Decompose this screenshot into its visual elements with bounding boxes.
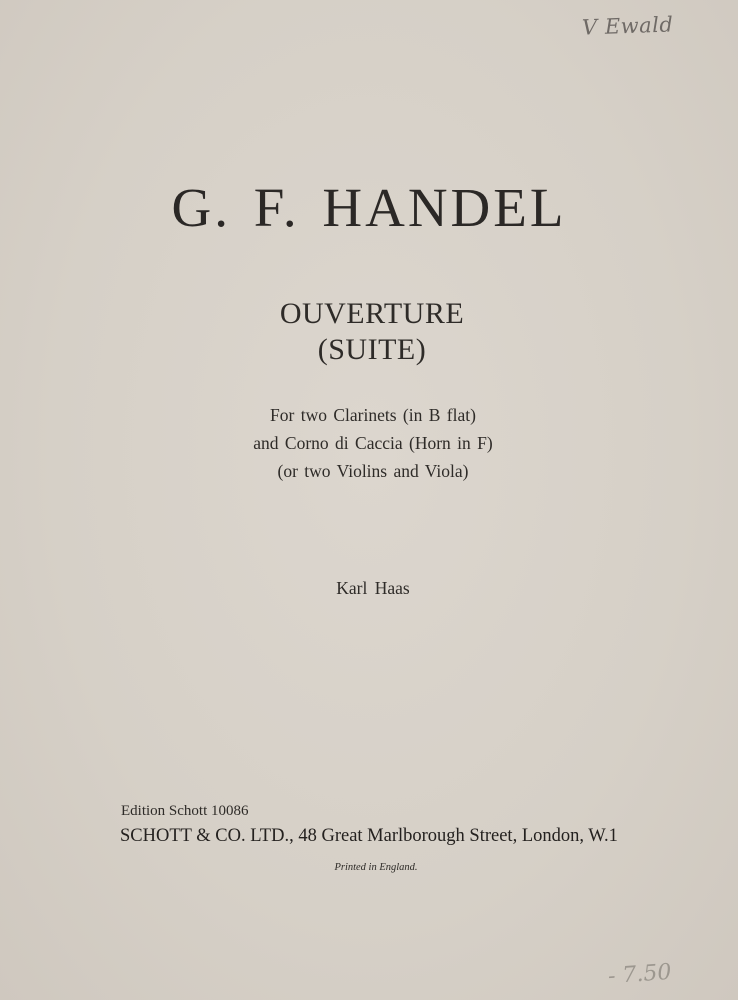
work-title [0,296,738,368]
work-title-line: OUVERTURE [279,297,465,330]
instrumentation-line: (or two Violins and Viola) [277,461,469,481]
composer-name: G. F. HANDEL [171,177,567,238]
instrumentation-line: and Corno di Caccia (Horn in F) [253,433,493,453]
arranger-name: Karl Haas [336,578,410,598]
instrumentation-block [0,401,738,485]
work-subtitle-line: (SUITE) [317,333,427,366]
publisher-address: SCHOTT & CO. LTD., 48 Great Marlborough Street, London, W.1 [120,826,618,846]
handwritten-signature: V Ewald [581,12,674,40]
printed-in-note: Printed in England. [334,862,418,873]
instrumentation-line: For two Clarinets (in B flat) [270,405,476,425]
handwritten-price: - 7.50 [607,959,673,990]
edition-number: Edition Schott 10086 [121,803,249,819]
